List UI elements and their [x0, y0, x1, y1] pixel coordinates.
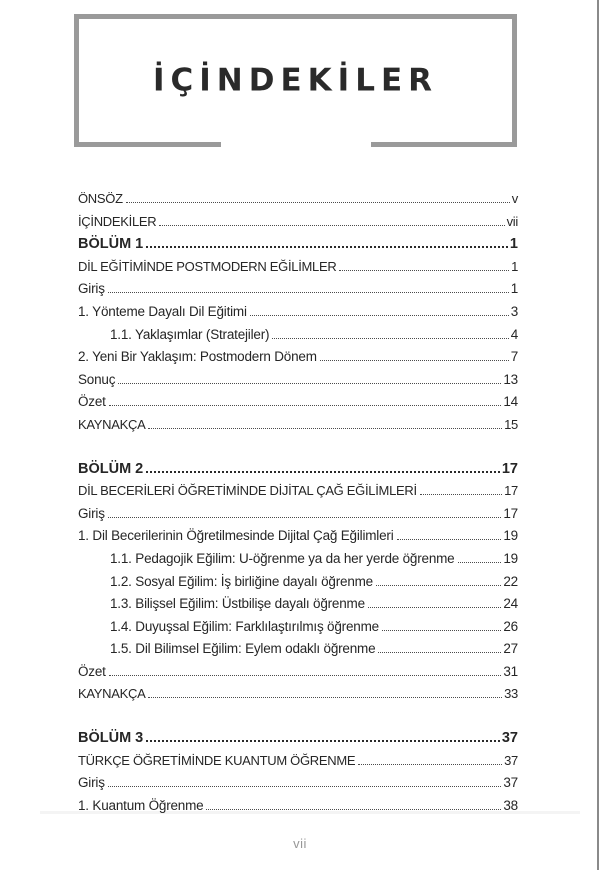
dot-leader: [358, 764, 502, 765]
toc-entry-label: Giriş: [78, 505, 105, 521]
dot-leader: [146, 471, 500, 473]
toc-entry-page: 17: [503, 505, 518, 521]
dot-leader: [148, 428, 502, 429]
dot-leader: [339, 270, 509, 271]
toc-entry-label: 1. Yönteme Dayalı Dil Eğitimi: [78, 303, 247, 319]
toc-row: [78, 750, 518, 773]
toc-row: [78, 233, 518, 256]
toc-row: [78, 616, 518, 639]
toc-entry-page: 37: [504, 752, 518, 768]
toc-row: [78, 391, 518, 414]
toc-row: [78, 503, 518, 526]
dot-leader: [458, 562, 502, 563]
toc-entry-label: KAYNAKÇA: [78, 416, 146, 432]
dot-leader: [397, 539, 502, 540]
toc-entry-page: 17: [504, 483, 518, 499]
toc-section: [78, 727, 518, 817]
toc-entry-label: Özet: [78, 394, 106, 410]
toc-entry-page: 19: [503, 550, 518, 566]
toc-entry-page: 14: [503, 394, 518, 410]
toc-row: [78, 727, 518, 750]
dot-leader: [126, 202, 510, 203]
dot-leader: [420, 494, 502, 495]
toc-entry-label: 1. Kuantum Öğrenme: [78, 797, 204, 813]
toc-entry-page: 26: [503, 618, 518, 634]
toc-entry-page: 1: [510, 281, 518, 297]
toc-row: [78, 548, 518, 571]
toc-entry-label: KAYNAKÇA: [78, 686, 146, 702]
toc-entry-label: BÖLÜM 3: [78, 730, 144, 747]
toc-row: [78, 324, 518, 347]
dot-leader: [108, 292, 509, 293]
toc-row: [78, 525, 518, 548]
dot-leader: [368, 607, 501, 608]
toc-entry-page: 22: [503, 573, 518, 589]
dot-leader: [382, 630, 501, 631]
toc-entry-label: 1.1. Pedagojik Eğilim: U-öğrenme ya da her yerde öğrenme: [110, 550, 455, 566]
toc-row: [78, 772, 518, 795]
toc-entry-label: Giriş: [78, 281, 105, 297]
toc-entry-page: 4: [510, 326, 518, 342]
dot-leader: [108, 517, 502, 518]
dot-leader: [159, 225, 504, 226]
toc-entry-label: 1.1. Yaklaşımlar (Stratejiler): [110, 326, 270, 342]
toc-row: [78, 301, 518, 324]
toc-entry-page: 27: [503, 641, 518, 657]
dot-leader: [146, 246, 508, 248]
toc-entry-label: Sonuç: [78, 371, 116, 387]
dot-leader: [206, 809, 501, 810]
dot-leader: [148, 697, 502, 698]
toc-entry-page: 13: [503, 371, 518, 387]
toc-row: [78, 256, 518, 279]
toc-entry-label: BÖLÜM 2: [78, 460, 144, 477]
toc-entry-label: Giriş: [78, 775, 105, 791]
toc-entry-page: 7: [510, 349, 518, 365]
toc-entry-page: 1: [509, 236, 518, 253]
toc-entry-label: BÖLÜM 1: [78, 236, 144, 253]
toc-row: [78, 414, 518, 437]
toc-row: [78, 188, 518, 211]
toc: [78, 188, 518, 838]
toc-entry-page: 15: [504, 416, 518, 432]
dot-leader: [250, 315, 509, 316]
dot-leader: [378, 652, 501, 653]
toc-entry-page: 1: [511, 258, 518, 274]
toc-entry-label: ÖNSÖZ: [78, 191, 123, 206]
toc-entry-label: 1.2. Sosyal Eğilim: İş birliğine dayalı öğrenme: [110, 573, 373, 589]
dot-leader: [320, 360, 509, 361]
page-title: İÇİNDEKİLER: [152, 61, 439, 98]
scan-edge-line: [597, 0, 599, 870]
title-box-border-gap: [221, 142, 371, 147]
toc-row: [78, 346, 518, 369]
toc-entry-page: 19: [503, 528, 518, 544]
toc-row: [78, 638, 518, 661]
toc-entry-page: 38: [503, 797, 518, 813]
toc-row: [78, 369, 518, 392]
toc-entry-page: 37: [501, 730, 518, 747]
toc-entry-label: 1.5. Dil Bilimsel Eğilim: Eylem odaklı öğrenme: [110, 641, 376, 657]
toc-entry-page: 3: [510, 303, 518, 319]
toc-row: [78, 661, 518, 684]
toc-entry-page: vii: [506, 213, 518, 229]
toc-row: [78, 458, 518, 481]
toc-row: [78, 278, 518, 301]
toc-entry-label: 1.4. Duyuşsal Eğilim: Farklılaştırılmış öğrenme: [110, 618, 379, 634]
toc-entry-label: DİL BECERİLERİ ÖĞRETİMİNDE DİJİTAL ÇAĞ EĞİLİMLERİ: [78, 483, 417, 499]
toc-entry-label: 2. Yeni Bir Yaklaşım: Postmodern Dönem: [78, 349, 317, 365]
toc-entry-label: 1. Dil Becerilerinin Öğretilmesinde Dijital Çağ Eğilimleri: [78, 528, 394, 544]
toc-row: [78, 571, 518, 594]
dot-leader: [109, 405, 502, 406]
dot-leader: [146, 740, 500, 742]
title-box: [74, 14, 517, 147]
toc-entry-label: TÜRKÇE ÖĞRETİMİNDE KUANTUM ÖĞRENME: [78, 752, 356, 768]
toc-entry-page: 33: [504, 686, 518, 702]
toc-section: [78, 188, 518, 437]
footer-page-number: vii: [293, 836, 307, 851]
dot-leader: [118, 383, 501, 384]
toc-section: [78, 458, 518, 707]
toc-entry-label: DİL EĞİTİMİNDE POSTMODERN EĞİLİMLER: [78, 258, 337, 274]
toc-entry-label: İÇİNDEKİLER: [78, 213, 157, 229]
dot-leader: [376, 585, 501, 586]
toc-entry-page: v: [511, 191, 518, 206]
toc-row: [78, 683, 518, 706]
toc-entry-page: 37: [503, 775, 518, 791]
toc-row: [78, 480, 518, 503]
toc-entry-page: 24: [503, 596, 518, 612]
toc-entry-page: 31: [503, 663, 518, 679]
toc-entry-label: Özet: [78, 663, 106, 679]
scan-smudge: [40, 811, 580, 814]
dot-leader: [272, 338, 508, 339]
toc-row: [78, 795, 518, 818]
dot-leader: [109, 675, 502, 676]
toc-entry-label: 1.3. Bilişsel Eğilim: Üstbilişe dayalı öğrenme: [110, 596, 365, 612]
toc-row: [78, 593, 518, 616]
dot-leader: [108, 786, 502, 787]
toc-row: [78, 211, 518, 234]
toc-entry-page: 17: [501, 460, 518, 477]
